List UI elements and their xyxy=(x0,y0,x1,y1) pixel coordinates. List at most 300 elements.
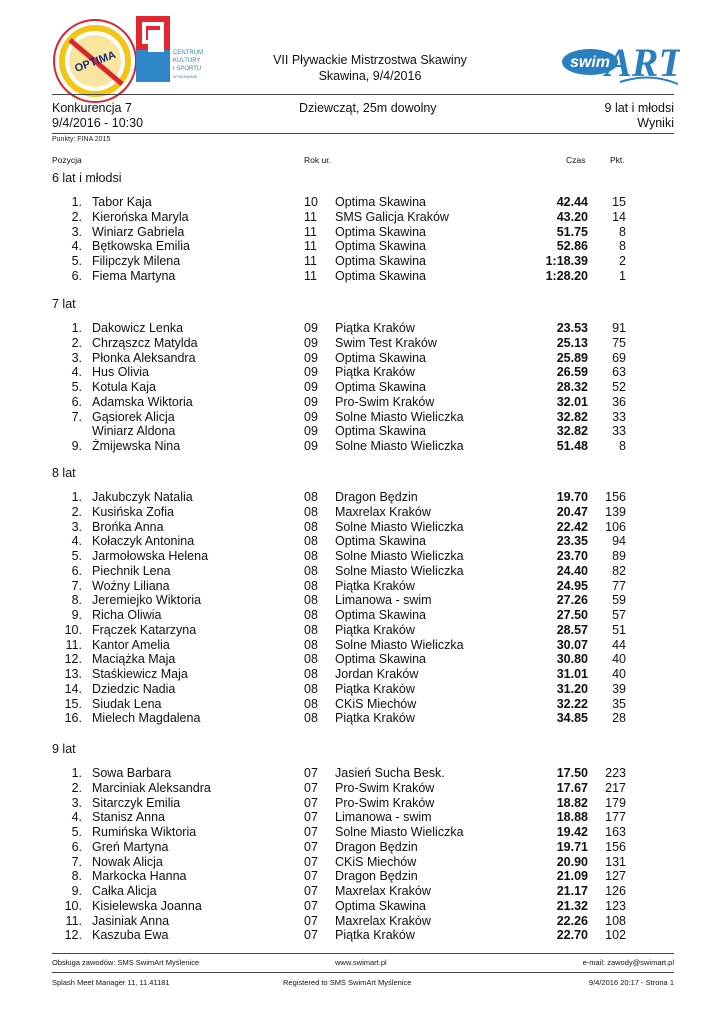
result-time: 23.70 xyxy=(556,549,588,563)
result-club: Dragon Będzin xyxy=(335,490,418,504)
result-year: 08 xyxy=(304,667,318,681)
result-place: 4. xyxy=(71,239,82,254)
result-club: Dragon Będzin xyxy=(335,839,418,854)
result-club: CKiS Miechów xyxy=(335,854,417,869)
result-club: Maxrelax Kraków xyxy=(335,504,431,519)
result-time: 32.82 xyxy=(556,424,588,439)
result-year: 10 xyxy=(304,195,318,209)
swimart-logo-swim: swim xyxy=(569,54,611,71)
result-row xyxy=(52,810,674,825)
result-place: 3. xyxy=(71,224,82,239)
result-time: 23.35 xyxy=(556,534,588,549)
event-age: 9 lat i młodsi xyxy=(604,101,674,115)
result-name: Marciniak Aleksandra xyxy=(92,780,211,795)
result-row xyxy=(52,840,674,855)
result-year: 07 xyxy=(304,766,318,780)
result-club: Jordan Kraków xyxy=(335,667,419,681)
footer-registered: Registered to SMS SwimArt Myślenice xyxy=(283,978,412,987)
result-pts: 51 xyxy=(612,622,626,637)
result-place: 11. xyxy=(65,637,82,652)
result-name: Winiarz Aldona xyxy=(92,424,176,439)
result-pts: 131 xyxy=(605,854,626,869)
result-place: 6. xyxy=(71,839,82,854)
result-place: 4. xyxy=(71,365,82,380)
result-place: 2. xyxy=(71,335,82,350)
event-line-1 xyxy=(52,101,674,117)
result-club: Optima Skawina xyxy=(335,224,427,239)
result-year: 08 xyxy=(304,652,318,667)
result-pts: 8 xyxy=(619,224,626,239)
result-place: 3. xyxy=(71,519,82,534)
result-name: Kierońska Maryla xyxy=(92,209,189,224)
result-year: 08 xyxy=(304,637,318,652)
result-pts: 39 xyxy=(612,681,626,696)
result-club: Piątka Kraków xyxy=(335,578,415,593)
result-club: Pro-Swim Kraków xyxy=(335,394,435,409)
result-pts: 44 xyxy=(612,637,626,652)
result-club: Optima Skawina xyxy=(335,898,427,913)
result-time: 21.32 xyxy=(556,898,588,913)
result-year: 07 xyxy=(304,839,318,854)
result-row xyxy=(52,781,674,796)
result-pts: 52 xyxy=(612,380,626,394)
result-name: Kaszuba Ewa xyxy=(92,928,169,943)
result-row xyxy=(52,682,674,697)
result-time: 25.13 xyxy=(556,335,588,350)
event-datetime: 9/4/2016 - 10:30 xyxy=(52,116,144,130)
result-name: Bętkowska Emilia xyxy=(92,239,190,254)
result-row xyxy=(52,254,674,269)
result-place: 4. xyxy=(71,810,82,825)
footer-printed: 9/4/2016 20:17 - Strona 1 xyxy=(588,978,674,987)
footer-divider-1 xyxy=(52,953,674,954)
result-pts: 108 xyxy=(605,913,626,928)
result-club: Piątka Kraków xyxy=(335,711,415,726)
age-group-title: 8 lat xyxy=(52,466,76,480)
result-name: Maciążka Maja xyxy=(92,652,176,667)
result-row xyxy=(52,336,674,351)
col-place: Pozycja xyxy=(52,155,82,165)
ckis-logo-line3: I SPORTU xyxy=(173,66,202,72)
result-year: 08 xyxy=(304,622,318,637)
result-row xyxy=(52,520,674,535)
result-name: Jakubczyk Natalia xyxy=(92,490,193,504)
result-row xyxy=(52,365,674,380)
result-row xyxy=(52,855,674,870)
result-place: 10. xyxy=(64,622,82,637)
result-pts: 8 xyxy=(619,439,626,453)
result-place: 4. xyxy=(71,534,82,549)
result-place: 14. xyxy=(64,681,82,696)
result-pts: 36 xyxy=(612,394,626,409)
result-year: 08 xyxy=(304,563,318,578)
result-club: Optima Skawina xyxy=(335,268,427,283)
result-row xyxy=(52,899,674,914)
result-time: 19.42 xyxy=(556,825,588,839)
result-club: SMS Galicja Kraków xyxy=(335,209,449,224)
result-name: Stanisz Anna xyxy=(92,810,165,825)
result-year: 11 xyxy=(304,254,317,268)
result-time: 19.70 xyxy=(556,490,588,504)
result-place: 2. xyxy=(71,780,82,795)
result-pts: 156 xyxy=(605,490,626,504)
col-pts: Pkt. xyxy=(610,155,625,165)
result-place: 1. xyxy=(71,766,82,780)
result-pts: 69 xyxy=(612,350,626,365)
result-pts: 40 xyxy=(612,667,626,681)
result-club: Pro-Swim Kraków xyxy=(335,780,435,795)
result-time: 30.07 xyxy=(556,637,588,652)
result-place: 5. xyxy=(71,549,82,563)
result-time: 51.48 xyxy=(556,439,588,453)
result-row xyxy=(52,825,674,840)
result-year: 09 xyxy=(304,365,318,380)
result-pts: 57 xyxy=(612,608,626,622)
result-row xyxy=(52,869,674,884)
meet-title xyxy=(230,52,510,84)
result-pts: 163 xyxy=(605,825,626,839)
result-name: Nowak Alicja xyxy=(92,854,163,869)
result-pts: 217 xyxy=(605,780,626,795)
result-name: Dakowicz Lenka xyxy=(92,321,184,335)
result-year: 09 xyxy=(304,394,318,409)
result-time: 21.09 xyxy=(556,869,588,884)
result-year: 09 xyxy=(304,424,318,439)
result-club: Optima Skawina xyxy=(335,195,427,209)
result-row xyxy=(52,410,674,425)
event-name: Dziewcząt, 25m dowolny xyxy=(299,101,437,115)
result-year: 07 xyxy=(304,869,318,884)
result-pts: 2 xyxy=(619,254,626,268)
result-year: 09 xyxy=(304,439,318,453)
result-row xyxy=(52,225,674,240)
footer-software: Splash Meet Manager 11, 11.41181 xyxy=(52,978,170,987)
result-year: 11 xyxy=(304,268,317,283)
result-time: 25.89 xyxy=(556,350,588,365)
result-time: 22.70 xyxy=(556,928,588,943)
result-year: 08 xyxy=(304,504,318,519)
result-row xyxy=(52,490,674,505)
result-year: 09 xyxy=(304,409,318,424)
result-time: 22.26 xyxy=(556,913,588,928)
result-club: Optima Skawina xyxy=(335,239,427,254)
result-name: Jasiniak Anna xyxy=(92,913,170,928)
result-name: Jarmołowska Helena xyxy=(92,549,209,563)
result-club: Piątka Kraków xyxy=(335,622,415,637)
result-time: 23.53 xyxy=(556,321,588,335)
result-name: Fiema Martyna xyxy=(92,268,176,283)
result-row xyxy=(52,195,674,210)
result-place: 10. xyxy=(64,898,82,913)
result-time: 20.90 xyxy=(556,854,588,869)
result-club: Solne Miasto Wieliczka xyxy=(335,563,464,578)
result-row xyxy=(52,395,674,410)
result-place: 1. xyxy=(71,195,82,209)
result-pts: 40 xyxy=(612,652,626,667)
result-time: 17.50 xyxy=(556,766,588,780)
result-name: Richa Oliwia xyxy=(92,608,162,622)
result-name: Greń Martyna xyxy=(92,839,169,854)
optima-logo xyxy=(52,18,138,104)
result-time: 31.20 xyxy=(556,681,588,696)
result-row xyxy=(52,608,674,623)
result-place: 12. xyxy=(64,928,82,943)
result-name: Całka Alicja xyxy=(92,884,157,898)
result-time: 30.80 xyxy=(556,652,588,667)
result-place: 7. xyxy=(71,854,82,869)
result-club: Optima Skawina xyxy=(335,424,427,439)
result-pts: 106 xyxy=(605,519,626,534)
result-name: Sowa Barbara xyxy=(92,766,172,780)
result-pts: 1 xyxy=(619,268,626,283)
result-club: Limanowa - swim xyxy=(335,810,432,825)
result-year: 11 xyxy=(304,209,317,224)
result-club: Jasień Sucha Besk. xyxy=(335,766,445,780)
swimart-logo-art: ART xyxy=(605,40,680,85)
result-club: Solne Miasto Wieliczka xyxy=(335,409,464,424)
result-time: 18.82 xyxy=(556,795,588,810)
result-time: 27.50 xyxy=(556,608,588,622)
result-place: 1. xyxy=(71,490,82,504)
result-row xyxy=(52,351,674,366)
result-row xyxy=(52,766,674,781)
result-time: 51.75 xyxy=(556,224,588,239)
col-year: Rok ur. xyxy=(304,155,331,165)
result-pts: 35 xyxy=(612,696,626,711)
result-row xyxy=(52,321,674,336)
header-divider xyxy=(52,94,674,95)
result-pts: 223 xyxy=(605,766,626,780)
result-place: 11. xyxy=(65,913,82,928)
result-name: Frączek Katarzyna xyxy=(92,622,197,637)
result-name: Staśkiewicz Maja xyxy=(92,667,188,681)
result-pts: 77 xyxy=(612,578,626,593)
result-club: Optima Skawina xyxy=(335,608,427,622)
result-club: Solne Miasto Wieliczka xyxy=(335,439,464,453)
result-year: 07 xyxy=(304,825,318,839)
result-year: 07 xyxy=(304,928,318,943)
result-pts: 91 xyxy=(612,321,626,335)
result-time: 32.01 xyxy=(556,394,588,409)
result-place: 1. xyxy=(71,321,82,335)
result-year: 08 xyxy=(304,519,318,534)
result-row xyxy=(52,269,674,284)
result-time: 24.95 xyxy=(556,578,588,593)
result-club: Optima Skawina xyxy=(335,652,427,667)
result-time: 17.67 xyxy=(556,780,588,795)
result-pts: 15 xyxy=(612,195,626,209)
result-row xyxy=(52,210,674,225)
result-name: Filipczyk Milena xyxy=(92,254,181,268)
footer-email[interactable]: e-mail: zawody@swimart.pl xyxy=(582,958,674,967)
result-pts: 59 xyxy=(612,593,626,608)
ckis-logo-line1: CENTRUM xyxy=(173,50,203,56)
event-divider xyxy=(52,133,674,134)
result-year: 08 xyxy=(304,711,318,726)
result-row xyxy=(52,928,674,943)
footer-website[interactable]: www.swimart.pl xyxy=(335,958,387,967)
result-pts: 94 xyxy=(612,534,626,549)
result-pts: 33 xyxy=(612,409,626,424)
result-name: Kantor Amelia xyxy=(92,637,170,652)
result-year: 08 xyxy=(304,608,318,622)
result-name: Markocka Hanna xyxy=(92,869,187,884)
result-time: 32.22 xyxy=(556,696,588,711)
result-time: 42.44 xyxy=(556,195,588,209)
points-system: Punkty: FINA 2015 xyxy=(52,136,111,143)
col-time: Czas xyxy=(566,155,586,165)
result-club: Solne Miasto Wieliczka xyxy=(335,637,464,652)
result-pts: 123 xyxy=(605,898,626,913)
result-pts: 156 xyxy=(605,839,626,854)
result-year: 11 xyxy=(304,224,317,239)
result-year: 07 xyxy=(304,854,318,869)
result-time: 43.20 xyxy=(556,209,588,224)
result-row xyxy=(52,380,674,395)
result-place: 9. xyxy=(71,608,82,622)
swimart-logo xyxy=(560,22,680,90)
result-name: Kołaczyk Antonina xyxy=(92,534,195,549)
result-pts: 127 xyxy=(605,869,626,884)
result-row xyxy=(52,711,674,726)
result-place: 2. xyxy=(71,504,82,519)
result-year: 08 xyxy=(304,593,318,608)
optima-logo-text: OPTIMA xyxy=(73,48,118,75)
result-place: 6. xyxy=(71,394,82,409)
result-time: 18.88 xyxy=(556,810,588,825)
result-year: 09 xyxy=(304,380,318,394)
footer-service: Obsługa zawodów: SMS SwimArt Myślenice xyxy=(52,958,200,967)
result-time: 1:28.20 xyxy=(545,268,588,283)
result-row xyxy=(52,439,674,454)
result-time: 21.17 xyxy=(556,884,588,898)
age-group-title: 7 lat xyxy=(52,297,76,311)
event-line-2 xyxy=(52,116,674,132)
result-name: Kisielewska Joanna xyxy=(92,898,202,913)
ckis-logo-line4: W SKAWINIE xyxy=(173,74,198,79)
result-club: Piątka Kraków xyxy=(335,321,415,335)
result-place: 6. xyxy=(71,563,82,578)
result-name: Tabor Kaja xyxy=(92,195,152,209)
result-year: 08 xyxy=(304,534,318,549)
result-time: 1:18.39 xyxy=(545,254,588,268)
result-place: 9. xyxy=(71,884,82,898)
result-club: CKiS Miechów xyxy=(335,696,417,711)
result-year: 08 xyxy=(304,549,318,563)
result-row xyxy=(52,579,674,594)
result-name: Winiarz Gabriela xyxy=(92,224,185,239)
result-time: 52.86 xyxy=(556,239,588,254)
result-time: 34.85 xyxy=(556,711,588,726)
result-row xyxy=(52,623,674,638)
result-time: 28.57 xyxy=(556,622,588,637)
result-time: 22.42 xyxy=(556,519,588,534)
footer-divider-2 xyxy=(52,972,674,973)
result-place: 7. xyxy=(71,409,82,424)
result-time: 28.32 xyxy=(556,380,588,394)
result-club: Swim Test Kraków xyxy=(335,335,437,350)
result-row xyxy=(52,638,674,653)
result-row xyxy=(52,505,674,520)
result-year: 09 xyxy=(304,350,318,365)
result-name: Dziedzic Nadia xyxy=(92,681,176,696)
result-time: 27.26 xyxy=(556,593,588,608)
result-year: 07 xyxy=(304,884,318,898)
result-club: Optima Skawina xyxy=(335,380,427,394)
result-row xyxy=(52,239,674,254)
result-pts: 82 xyxy=(612,563,626,578)
ckis-logo-line2: KULTURY xyxy=(173,58,201,64)
result-row xyxy=(52,796,674,811)
result-name: Sitarczyk Emilia xyxy=(92,795,181,810)
result-club: Optima Skawina xyxy=(335,254,427,268)
result-name: Siudak Lena xyxy=(92,696,162,711)
result-time: 24.40 xyxy=(556,563,588,578)
result-place: 6. xyxy=(71,268,82,283)
result-place: 5. xyxy=(71,254,82,268)
result-row xyxy=(52,914,674,929)
result-club: Limanowa - swim xyxy=(335,593,432,608)
result-time: 32.82 xyxy=(556,409,588,424)
result-name: Jeremiejko Wiktoria xyxy=(92,593,202,608)
result-place: 5. xyxy=(71,380,82,394)
result-club: Optima Skawina xyxy=(335,350,427,365)
result-time: 31.01 xyxy=(556,667,588,681)
result-time: 20.47 xyxy=(556,504,588,519)
result-pts: 33 xyxy=(612,424,626,439)
result-club: Dragon Będzin xyxy=(335,869,418,884)
result-name: Piechnik Lena xyxy=(92,563,171,578)
result-name: Brońka Anna xyxy=(92,519,164,534)
result-pts: 177 xyxy=(605,810,626,825)
result-pts: 8 xyxy=(619,239,626,254)
result-year: 07 xyxy=(304,780,318,795)
result-pts: 14 xyxy=(612,209,626,224)
event-type: Wyniki xyxy=(637,116,674,130)
result-club: Pro-Swim Kraków xyxy=(335,795,435,810)
result-place: 3. xyxy=(71,795,82,810)
result-row xyxy=(52,564,674,579)
result-club: Piątka Kraków xyxy=(335,681,415,696)
result-place: 16. xyxy=(64,711,82,726)
result-row xyxy=(52,593,674,608)
result-year: 07 xyxy=(304,898,318,913)
result-place: 2. xyxy=(71,209,82,224)
result-club: Maxrelax Kraków xyxy=(335,913,431,928)
result-row xyxy=(52,667,674,682)
result-year: 07 xyxy=(304,810,318,825)
result-club: Maxrelax Kraków xyxy=(335,884,431,898)
result-row xyxy=(52,424,674,439)
result-row xyxy=(52,884,674,899)
result-row xyxy=(52,652,674,667)
result-year: 09 xyxy=(304,321,318,335)
result-club: Solne Miasto Wieliczka xyxy=(335,519,464,534)
result-name: Chrząszcz Matylda xyxy=(92,335,198,350)
result-pts: 63 xyxy=(612,365,626,380)
result-name: Kusińska Zofia xyxy=(92,504,174,519)
result-name: Płonka Aleksandra xyxy=(92,350,196,365)
result-year: 11 xyxy=(304,239,317,254)
result-year: 08 xyxy=(304,681,318,696)
result-name: Mielech Magdalena xyxy=(92,711,201,726)
result-place: 13. xyxy=(64,667,82,681)
result-row xyxy=(52,549,674,564)
result-name: Żmijewska Nina xyxy=(92,439,181,453)
result-name: Rumińska Wiktoria xyxy=(92,825,197,839)
meet-name: VII Pływackie Mistrzostwa Skawiny xyxy=(273,53,467,67)
result-place: 3. xyxy=(71,350,82,365)
